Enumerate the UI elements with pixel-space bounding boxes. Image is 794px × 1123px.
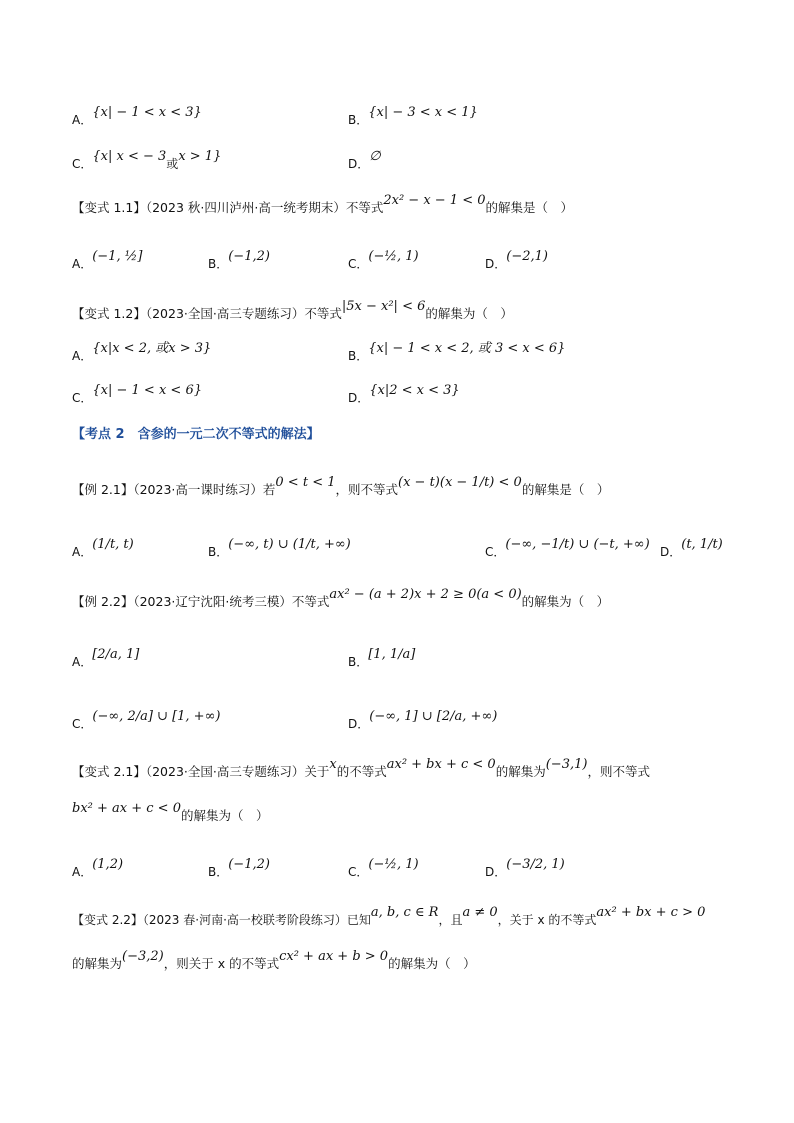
option-d[interactable]: D．(t, 1/t) (660, 537, 723, 559)
option-a[interactable]: A．{x|x < 2, 或x > 3} (72, 341, 212, 363)
question-variant-1-1: 【变式 1.1】（2023 秋·四川泸州·高一统考期末）不等式2x² − x − 1 < 0的解集是（ ） (72, 193, 574, 215)
question-example-2-1: 【例 2.1】（2023·高一课时练习）若0 < t < 1，则不等式(x − t)(x − 1/t) < 0的解集是（ ） (72, 475, 610, 497)
option-b[interactable]: B．(−∞, t) ∪ (1/t, +∞) (208, 537, 351, 559)
option-a[interactable]: A．(1,2) (72, 857, 124, 879)
option-d[interactable]: D．{x|2 < x < 3} (348, 383, 460, 405)
question-variant-2-2-cont: 的解集为(−3,2)，则关于 x 的不等式cx² + ax + b > 0的解集为（ ） (72, 949, 476, 971)
option-c[interactable]: C．{x| − 1 < x < 6} (72, 383, 202, 405)
option-d[interactable]: D．(−2,1) (485, 249, 548, 271)
option-a[interactable]: A．(1/t, t) (72, 537, 134, 559)
question-example-2-2: 【例 2.2】（2023·辽宁沈阳·统考三模）不等式ax² − (a + 2)x + 2 ≥ 0(a < 0)的解集为（ ） (72, 587, 610, 609)
section-heading: 【考点 2 含参的一元二次不等式的解法】 (72, 427, 320, 442)
option-a[interactable]: A．(−1, ½] (72, 249, 143, 271)
question-variant-2-2: 【变式 2.2】（2023 春·河南·高一校联考阶段练习）已知a, b, c ∈ R，且a ≠ 0，关于 x 的不等式ax² + bx + c > 0 (72, 905, 706, 927)
option-c[interactable]: C．(−½, 1) (348, 857, 419, 879)
option-c[interactable]: C．{x| x < − 3或x > 1} (72, 149, 222, 171)
option-b[interactable]: B．(−1,2) (208, 857, 270, 879)
option-b[interactable]: B．{x| − 1 < x < 2, 或 3 < x < 6} (348, 341, 566, 363)
option-b[interactable]: B．{x| − 3 < x < 1} (348, 105, 478, 127)
option-d[interactable]: D．∅ (348, 149, 381, 171)
option-d[interactable]: D．(−∞, 1] ∪ [2/a, +∞) (348, 709, 498, 731)
option-d[interactable]: D．(−3/2, 1) (485, 857, 565, 879)
question-variant-2-1: 【变式 2.1】（2023·全国·高三专题练习）关于x的不等式ax² + bx + c < 0的解集为(−3,1)，则不等式 (72, 757, 650, 779)
question-variant-2-1-cont: bx² + ax + c < 0的解集为（ ） (72, 801, 269, 823)
option-b[interactable]: B．(−1,2) (208, 249, 270, 271)
option-c[interactable]: C．(−½, 1) (348, 249, 419, 271)
option-a[interactable]: A．[2/a, 1] (72, 647, 140, 669)
question-variant-1-2: 【变式 1.2】（2023·全国·高三专题练习）不等式|5x − x²| < 6的解集为（ ） (72, 299, 513, 321)
option-b[interactable]: B．[1, 1/a] (348, 647, 416, 669)
option-a[interactable]: A．{x| − 1 < x < 3} (72, 105, 202, 127)
option-c[interactable]: C．(−∞, −1/t) ∪ (−t, +∞) (485, 537, 650, 559)
option-c[interactable]: C．(−∞, 2/a] ∪ [1, +∞) (72, 709, 221, 731)
